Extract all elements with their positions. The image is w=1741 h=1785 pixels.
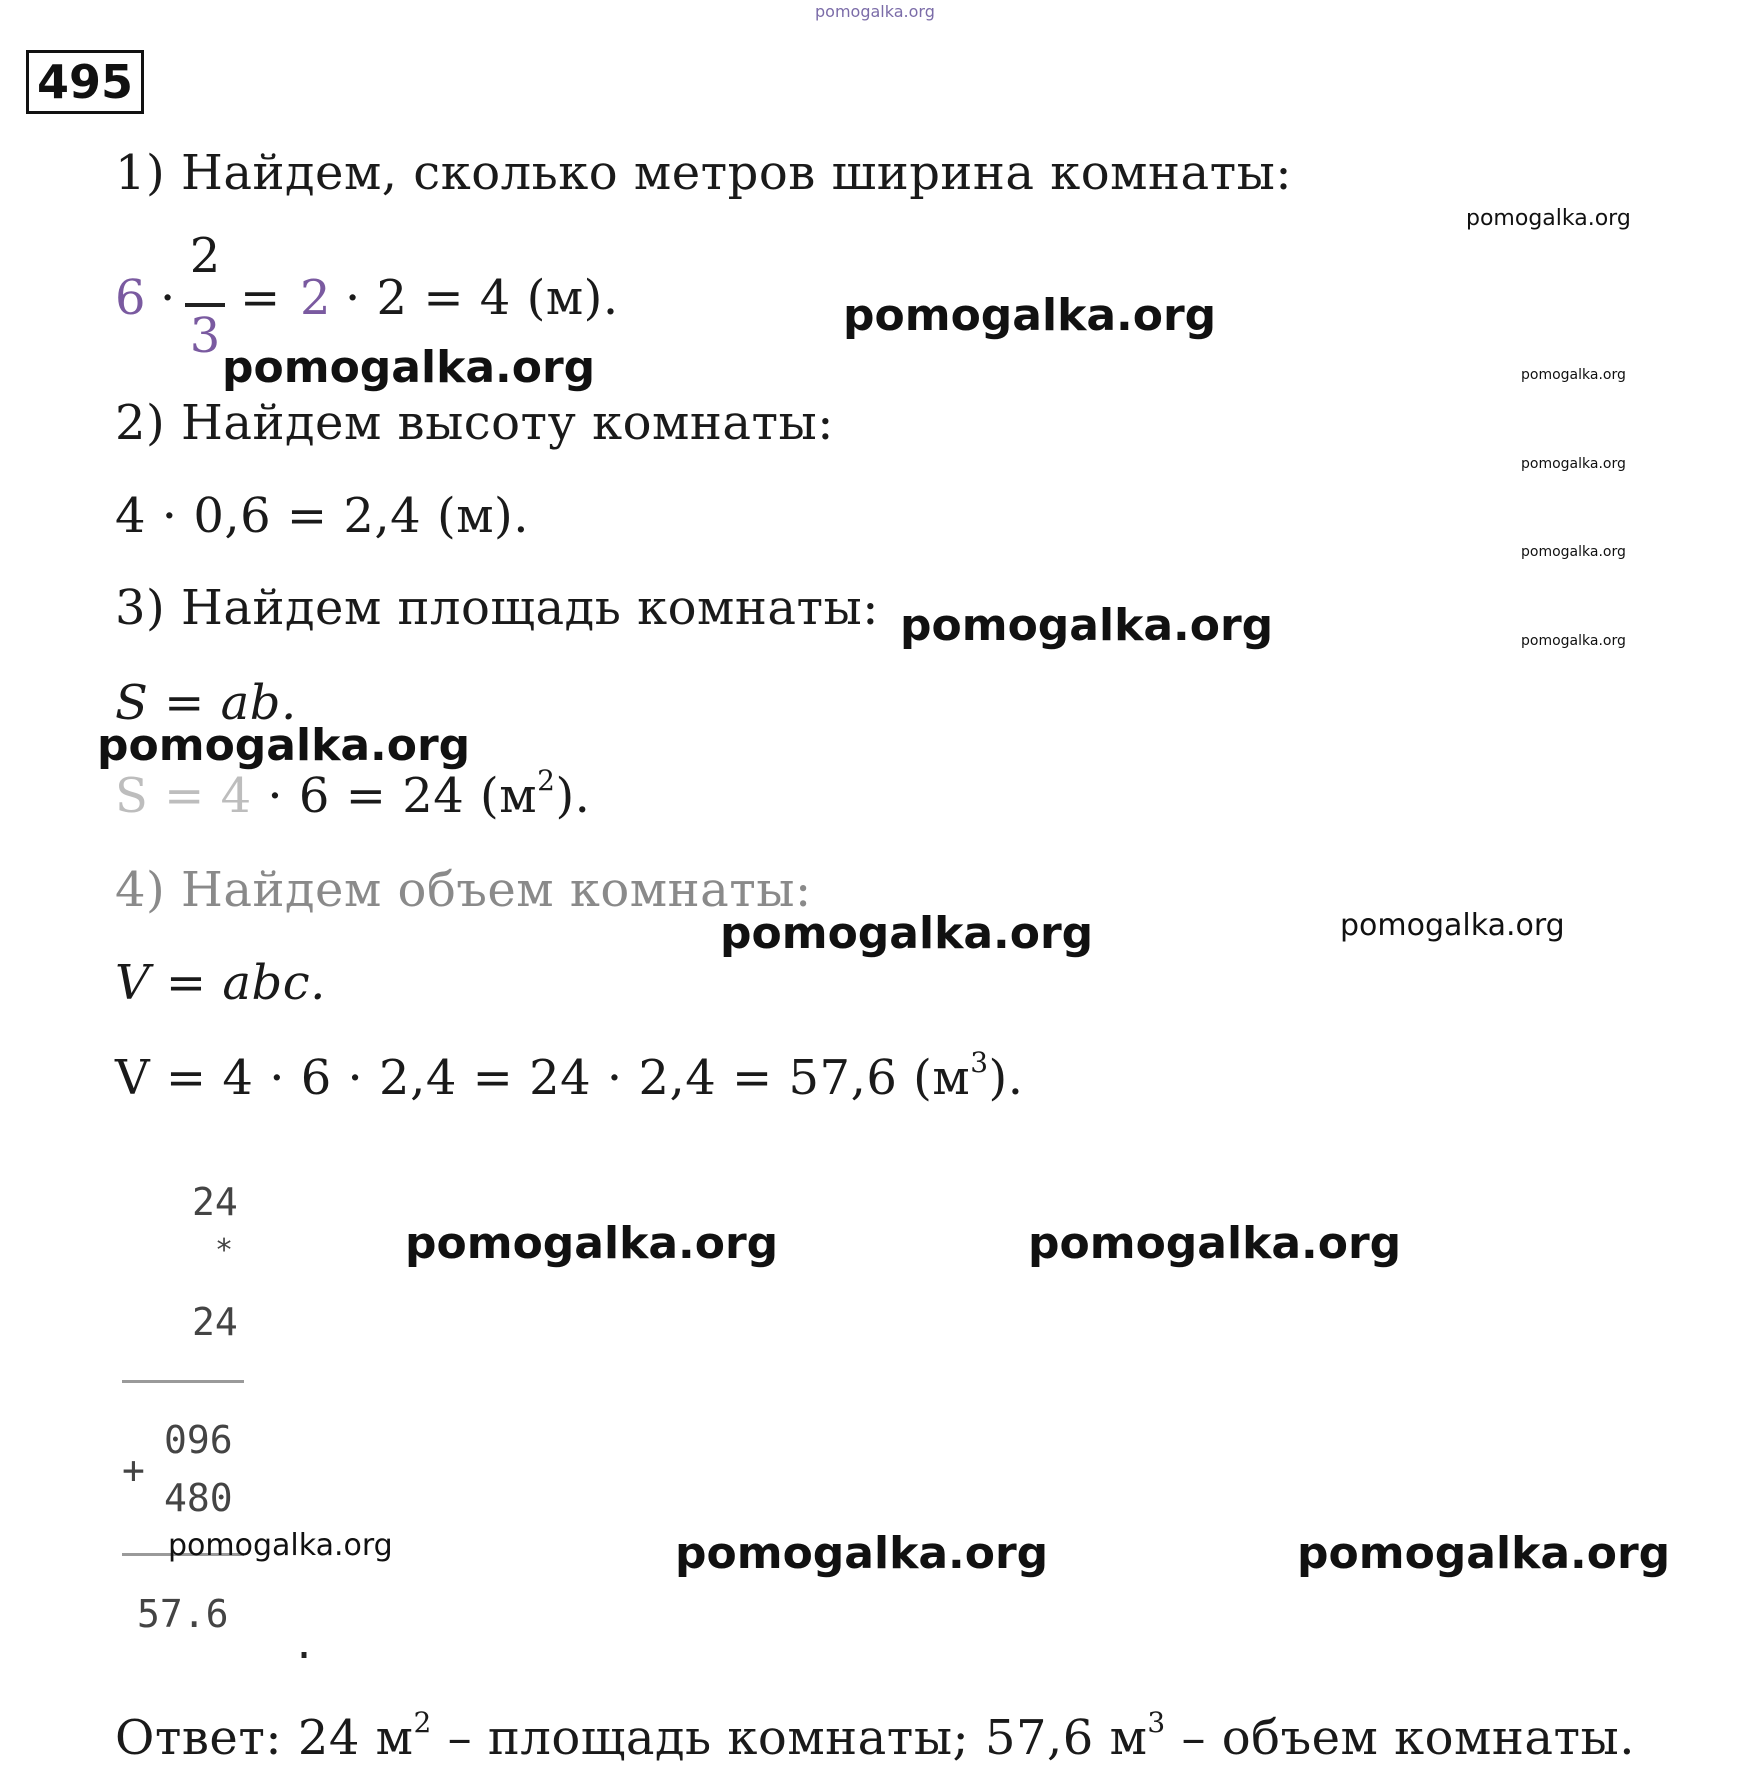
step1-calc-dot: · — [160, 270, 176, 326]
step1-calc-eq: = — [240, 270, 281, 326]
column-rule-1 — [122, 1380, 244, 1383]
step3-formula: S = ab. — [115, 675, 297, 731]
watermark-1: pomogalka.org — [1466, 206, 1631, 231]
fraction-denominator: 3 — [189, 308, 221, 364]
column-partial2: 480 — [164, 1476, 233, 1520]
step4-calc-sup: 3 — [970, 1046, 989, 1079]
watermark-16: pomogalka.org — [1297, 1528, 1671, 1579]
step1-calc-a: 6 — [115, 270, 147, 326]
column-dot: . — [292, 1622, 317, 1668]
answer-suffix: – объем комнаты. — [1165, 1710, 1635, 1766]
answer-prefix: Ответ: 24 м — [115, 1710, 414, 1766]
watermark-13: pomogalka.org — [1028, 1218, 1402, 1269]
step3-calc-sup: 2 — [537, 764, 556, 797]
watermark-15: pomogalka.org — [675, 1528, 1049, 1579]
step2-calc: 4 · 0,6 = 2,4 (м). — [115, 488, 530, 544]
watermark-2: pomogalka.org — [843, 290, 1217, 341]
watermark-11: pomogalka.org — [1340, 908, 1565, 943]
answer-sup1: 2 — [413, 1706, 432, 1739]
step3-calc — [115, 764, 591, 824]
watermark-3: pomogalka.org — [222, 342, 596, 393]
column-op: * — [215, 1233, 234, 1268]
watermark-top: pomogalka.org — [815, 2, 935, 21]
step3-calc-rest: · 6 = 24 (м — [251, 768, 538, 824]
step4-formula: V = abc. — [115, 955, 326, 1011]
watermark-6: pomogalka.org — [1521, 544, 1626, 560]
watermark-12: pomogalka.org — [405, 1218, 779, 1269]
step3-calc-end: ). — [555, 768, 591, 824]
answer-middle: – площадь комнаты; 57,6 м — [431, 1710, 1148, 1766]
watermark-4: pomogalka.org — [1521, 367, 1626, 383]
step4-heading: 4) Найдем объем комнаты: — [115, 862, 812, 918]
column-result: 57.6 — [137, 1592, 229, 1636]
answer-line — [115, 1706, 1635, 1766]
watermark-5: pomogalka.org — [1521, 456, 1626, 472]
column-second: 24 — [192, 1300, 238, 1344]
fraction-numerator: 2 — [189, 228, 221, 284]
watermark-10: pomogalka.org — [720, 908, 1094, 959]
step4-calc-end: ). — [988, 1050, 1024, 1106]
column-partial1: 096 — [164, 1418, 233, 1462]
problem-number: 495 — [26, 50, 144, 114]
watermark-9: pomogalka.org — [97, 720, 471, 771]
step4-calc-main: V = 4 · 6 · 2,4 = 24 · 2,4 = 57,6 (м — [115, 1050, 971, 1106]
watermark-14: pomogalka.org — [168, 1528, 393, 1563]
step2-heading: 2) Найдем высоту комнаты: — [115, 395, 834, 451]
answer-sup2: 3 — [1147, 1706, 1166, 1739]
step1-calc-b: 2 — [300, 270, 332, 326]
step3-calc-faded: S = 4 — [115, 768, 252, 824]
step4-calc — [115, 1046, 1024, 1106]
step3-heading: 3) Найдем площадь комнаты: — [115, 580, 879, 636]
watermark-8: pomogalka.org — [1521, 633, 1626, 649]
step1-heading: 1) Найдем, сколько метров ширина комнаты: — [115, 145, 1293, 201]
step1-calc-rest: · 2 = 4 (м). — [345, 270, 619, 326]
fraction-bar — [185, 303, 225, 307]
column-plus: + — [122, 1448, 145, 1492]
column-top: 24 — [192, 1180, 238, 1224]
watermark-7: pomogalka.org — [900, 600, 1274, 651]
